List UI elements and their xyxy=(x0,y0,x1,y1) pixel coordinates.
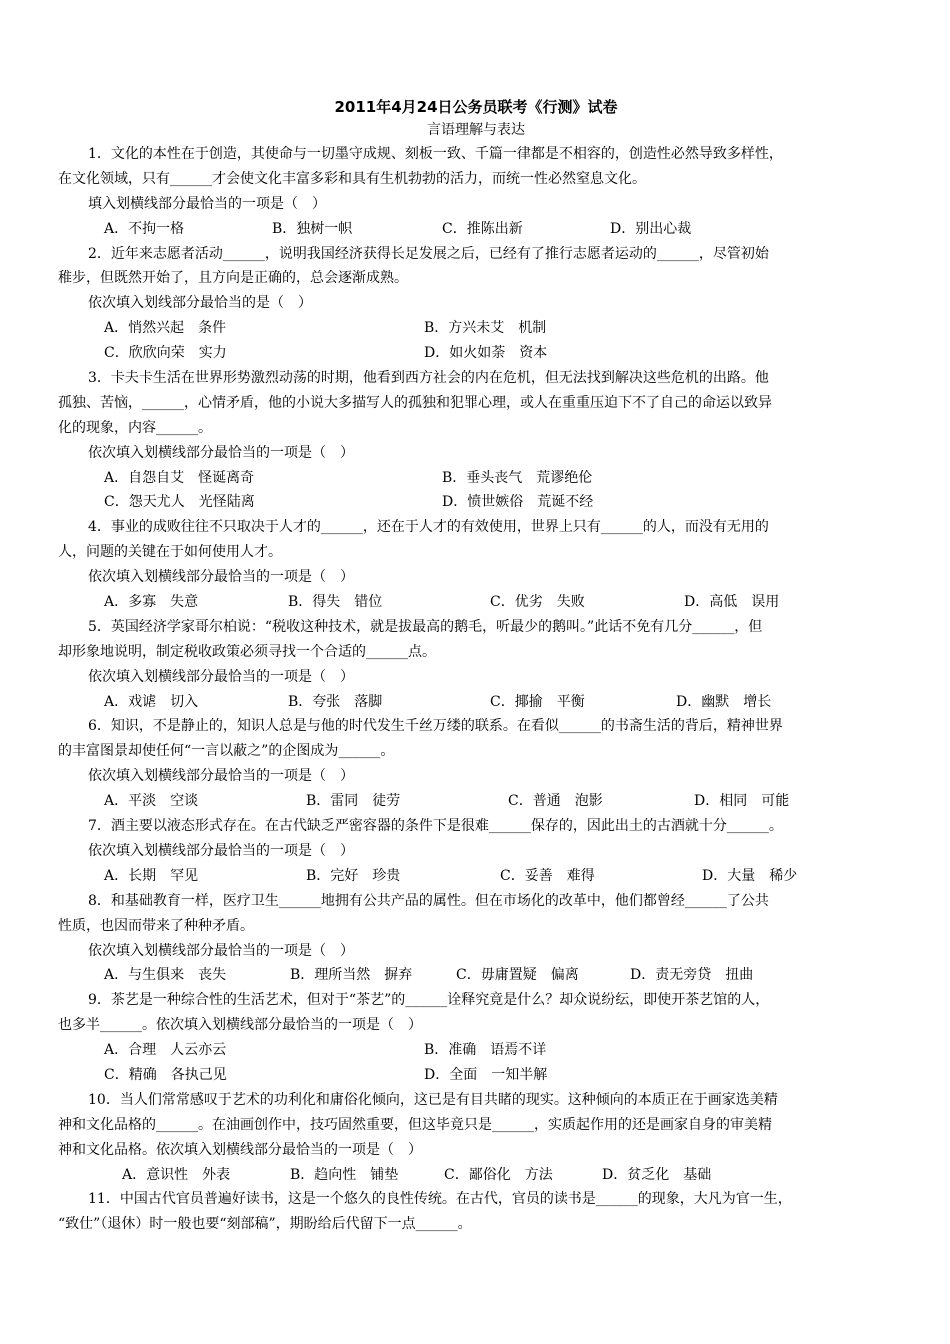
option-c: C．欣欣向荣 实力 xyxy=(104,345,227,362)
question-1-line-2: 在文化领域，只有______才会使文化丰富多彩和具有生机勃勃的活力，而统一性必然窒息文化。 xyxy=(58,170,646,187)
question-6-line-1: 6．知识，不是静止的，知识人总是与他的时代发生千丝万缕的联系。在看似______的书斋生活的背后，精神世界 xyxy=(88,718,783,735)
question-2-line-1: 2．近年来志愿者活动______，说明我国经济获得长足发展之后，已经有了推行志愿者运动的______，尽管初始 xyxy=(88,245,769,262)
page-title: 2011年4月24日公务员联考《行测》试卷 xyxy=(334,98,618,116)
option-b: B．雷同 徒劳 xyxy=(306,793,401,810)
option-d: D．责无旁贷 扭曲 xyxy=(630,967,754,984)
option-b: B．得失 错位 xyxy=(288,594,383,611)
question-8-options xyxy=(58,963,894,988)
option-c: C．普通 泡影 xyxy=(508,793,603,810)
question-6-options xyxy=(58,789,894,814)
option-c: C．怨天尤人 光怪陆离 xyxy=(104,494,255,511)
question-3-options-row-1 xyxy=(58,466,894,491)
question-9-line-1: 9．茶艺是一种综合性的生活艺术，但对于“茶艺”的______诠释究竟是什么？却众说纷纭，即使开茶艺馆的人， xyxy=(88,992,770,1009)
option-a: A．戏谑 切入 xyxy=(104,693,199,710)
question-2-options-row-2 xyxy=(58,341,894,366)
option-b: B．夸张 落脚 xyxy=(288,693,383,710)
option-d: D．愤世嫉俗 荒诞不经 xyxy=(442,494,594,511)
option-c: C．妥善 难得 xyxy=(500,867,595,884)
question-1-options xyxy=(58,217,894,242)
question-10-line-3: 神和文化品格。依次填入划横线部分最恰当的一项是（ ） xyxy=(58,1141,422,1158)
question-7-prompt: 依次填入划横线部分最恰当的一项是（ ） xyxy=(88,842,354,859)
option-a: A．合理 人云亦云 xyxy=(104,1042,227,1059)
option-a: A．长期 罕见 xyxy=(104,867,199,884)
question-9-line-2: 也多半______。依次填入划横线部分最恰当的一项是（ ） xyxy=(58,1017,422,1034)
question-4-line-2: 人，问题的关键在于如何使用人才。 xyxy=(58,544,282,561)
question-10-line-2: 神和文化品格的______。在油画创作中，技巧固然重要，但这毕竟只是______，实质起作用的还是画家自身的审美精 xyxy=(58,1116,772,1133)
section-title: 言语理解与表达 xyxy=(427,122,525,138)
option-d: D．高低 误用 xyxy=(684,594,780,611)
option-b: B．方兴未艾 机制 xyxy=(424,320,547,337)
question-5-line-1: 5．英国经济学家哥尔柏说：“税收这种技术，就是拔最高的鹅毛，听最少的鹅叫。”此话不免有几分______，但 xyxy=(88,618,763,635)
question-9-options-row-2 xyxy=(58,1063,894,1088)
question-7-options xyxy=(58,864,894,889)
question-9-options-row-1 xyxy=(58,1038,894,1063)
option-a: A．悄然兴起 条件 xyxy=(104,320,227,337)
question-5-options xyxy=(58,690,894,715)
question-8-line-1: 8．和基础教育一样，医疗卫生______地拥有公共产品的属性。但在市场化的改革中，他们都曾经______了公共 xyxy=(88,892,769,909)
question-10-line-1: 10．当人们常常感叹于艺术的功利化和庸俗化倾向，这已是有目共睹的现实。这种倾向的本质正在于画家选美精 xyxy=(88,1091,778,1108)
question-2-prompt: 依次填入划线部分最恰当的是（ ） xyxy=(88,295,312,312)
option-d: D．大量 稀少 xyxy=(702,867,798,884)
question-3-options-row-2 xyxy=(58,490,894,515)
question-4-line-1: 4．事业的成败往往不只取决于人才的______，还在于人才的有效使用，世界上只有______的人，而没有无用的 xyxy=(88,519,769,536)
question-11-line-2: “致仕”（退休）时一般也要“刻部稿”，期盼给后代留下一点______。 xyxy=(58,1216,472,1233)
option-c: C．毋庸置疑 偏离 xyxy=(456,967,579,984)
exam-page xyxy=(58,96,894,1237)
option-a: A．不拘一格 xyxy=(104,220,185,237)
option-c: C．精确 各执己见 xyxy=(104,1066,227,1083)
option-b: B．完好 珍贵 xyxy=(306,867,401,884)
question-3-line-1: 3．卡夫卡生活在世界形势激烈动荡的时期，他看到西方社会的内在危机，但无法找到解决这些危机的出路。他 xyxy=(88,370,769,387)
question-1-prompt: 填入划横线部分最恰当的一项是（ ） xyxy=(88,195,326,212)
option-c: C．鄙俗化 方法 xyxy=(444,1166,553,1183)
option-b: B．独树一帜 xyxy=(272,220,353,237)
option-d: D．全面 一知半解 xyxy=(424,1066,548,1083)
option-b: B．准确 语焉不详 xyxy=(424,1042,547,1059)
option-a: A．与生俱来 丧失 xyxy=(104,967,227,984)
option-b: B．垂头丧气 荒谬绝伦 xyxy=(442,469,593,486)
question-4-options xyxy=(58,590,894,615)
question-7-line-1: 7．酒主要以液态形式存在。在古代缺乏严密容器的条件下是很难______保存的，因此出土的古酒就十分______。 xyxy=(88,818,783,835)
option-a: A．意识性 外表 xyxy=(122,1166,231,1183)
option-c: C．揶揄 平衡 xyxy=(490,693,585,710)
question-8-line-2: 性质，也因而带来了种种矛盾。 xyxy=(58,917,254,934)
question-5-prompt: 依次填入划横线部分最恰当的一项是（ ） xyxy=(88,668,354,685)
question-3-prompt: 依次填入划横线部分最恰当的一项是（ ） xyxy=(88,444,354,461)
option-b: B．趋向性 铺垫 xyxy=(290,1166,399,1183)
option-d: D．贫乏化 基础 xyxy=(602,1166,712,1183)
option-a: A．多寡 失意 xyxy=(104,594,199,611)
question-11-line-1: 11．中国古代官员普遍好读书，这是一个悠久的良性传统。在古代，官员的读书是______的现象，大凡为官一生， xyxy=(88,1191,792,1208)
question-2-line-2: 稚步，但既然开始了，且方向是正确的，总会逐渐成熟。 xyxy=(58,270,408,287)
option-d: D．幽默 增长 xyxy=(676,693,772,710)
question-6-prompt: 依次填入划横线部分最恰当的一项是（ ） xyxy=(88,768,354,785)
option-c: C．推陈出新 xyxy=(442,220,523,237)
question-10-options xyxy=(58,1163,894,1188)
question-4-prompt: 依次填入划横线部分最恰当的一项是（ ） xyxy=(88,569,354,586)
question-8-prompt: 依次填入划横线部分最恰当的一项是（ ） xyxy=(88,942,354,959)
option-b: B．理所当然 摒弃 xyxy=(290,967,413,984)
option-d: D．别出心裁 xyxy=(610,220,692,237)
question-2-options-row-1 xyxy=(58,316,894,341)
question-6-line-2: 的丰富图景却使任何“一言以蔽之”的企图成为______。 xyxy=(58,743,395,760)
question-3-line-2: 孤独、苦恼，______，心情矛盾，他的小说大多描写人的孤独和犯罪心理，或人在重重压迫下不了自己的命运以致异 xyxy=(58,394,772,411)
option-d: D．如火如荼 资本 xyxy=(424,345,548,362)
option-a: A．平淡 空谈 xyxy=(104,793,199,810)
option-c: C．优劣 失败 xyxy=(490,594,585,611)
question-5-line-2: 却形象地说明，制定税收政策必须寻找一个合适的______点。 xyxy=(58,643,436,660)
option-d: D．相同 可能 xyxy=(694,793,790,810)
question-1-line-1: 1．文化的本性在于创造，其使命与一切墨守成规、刻板一致、千篇一律都是不相容的，创造性必然导致多样性， xyxy=(88,146,783,162)
option-a: A．自怨自艾 怪诞离奇 xyxy=(104,469,255,486)
question-3-line-3: 化的现象，内容______。 xyxy=(58,419,212,436)
